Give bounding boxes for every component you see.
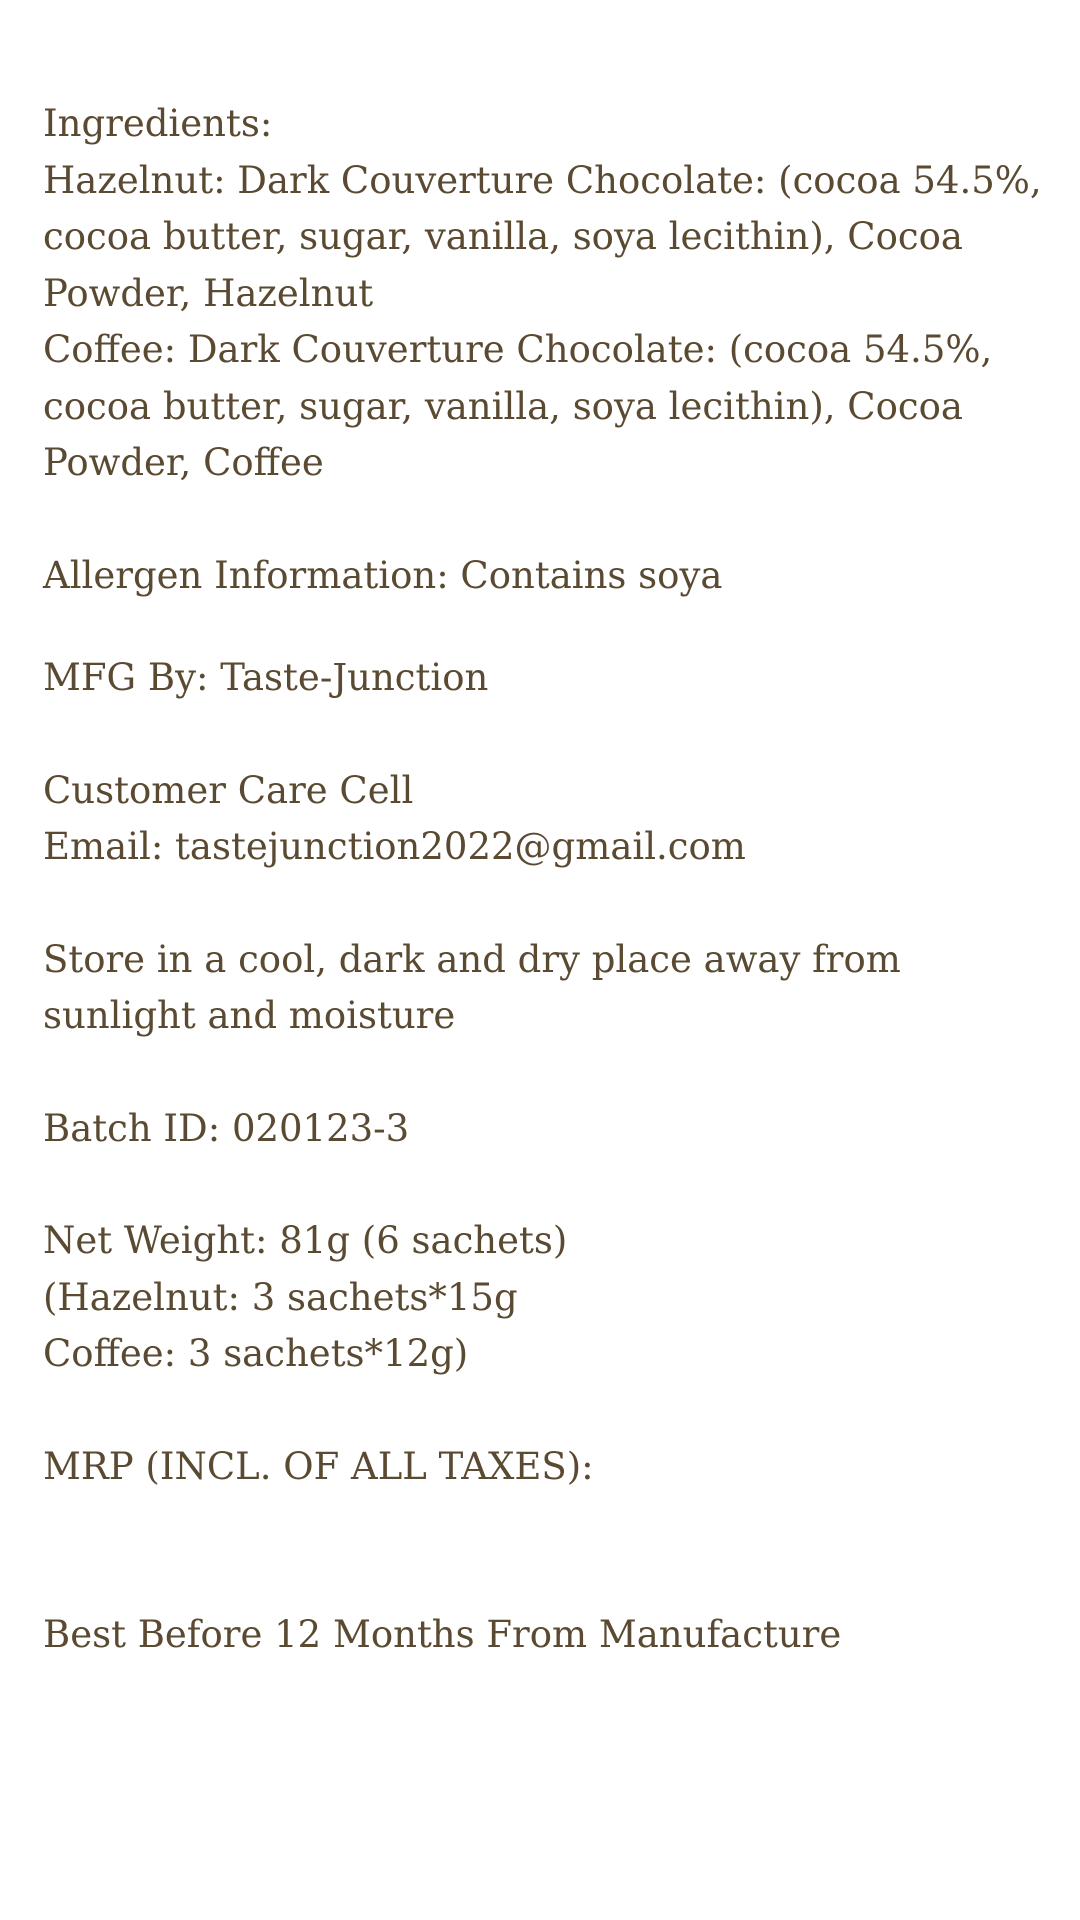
spacer [43,604,1053,650]
ingredients-heading: Ingredients: [43,102,273,145]
storage-instructions: Store in a cool, dark and dry place away from [43,937,901,981]
spacer [43,707,1053,763]
best-before: Best Before 12 Months From Manufacture [43,1613,842,1656]
storage-instructions: sunlight and moisture [43,994,456,1037]
spacer [43,876,1053,932]
spacer [43,1045,1053,1101]
product-label [43,96,1053,1664]
coffee-ingredients-line: cocoa butter, sugar, vanilla, soya lecithin), Cocoa [43,384,963,428]
customer-care-heading: Customer Care Cell [43,768,414,812]
net-weight: Net Weight: 81g (6 sachets) [43,1219,568,1262]
hazelnut-ingredients-line: cocoa butter, sugar, vanilla, soya lecithin), Cocoa [43,215,963,258]
manufacturer: MFG By: Taste-Junction [43,656,489,699]
spacer [43,1383,1053,1439]
spacer [43,1495,1053,1607]
net-weight-coffee: Coffee: 3 sachets*12g) [43,1332,469,1375]
customer-care-email: Email: tastejunction2022@gmail.com [43,825,746,868]
net-weight-hazelnut: (Hazelnut: 3 sachets*15g [43,1275,518,1319]
allergen-info: Allergen Information: Contains soya [43,553,723,597]
mrp: MRP (INCL. OF ALL TAXES): [43,1444,594,1488]
spacer [43,492,1053,548]
coffee-ingredients-line: Powder, Coffee [43,441,324,484]
hazelnut-ingredients-line: Powder, Hazelnut [43,271,374,315]
spacer [43,1157,1053,1213]
coffee-ingredients-line: Coffee: Dark Couverture Chocolate: (cocoa 54.5%, [43,328,993,371]
batch-id: Batch ID: 020123-3 [43,1106,410,1150]
hazelnut-ingredients-line: Hazelnut: Dark Couverture Chocolate: (cocoa 54.5%, [43,158,1042,202]
